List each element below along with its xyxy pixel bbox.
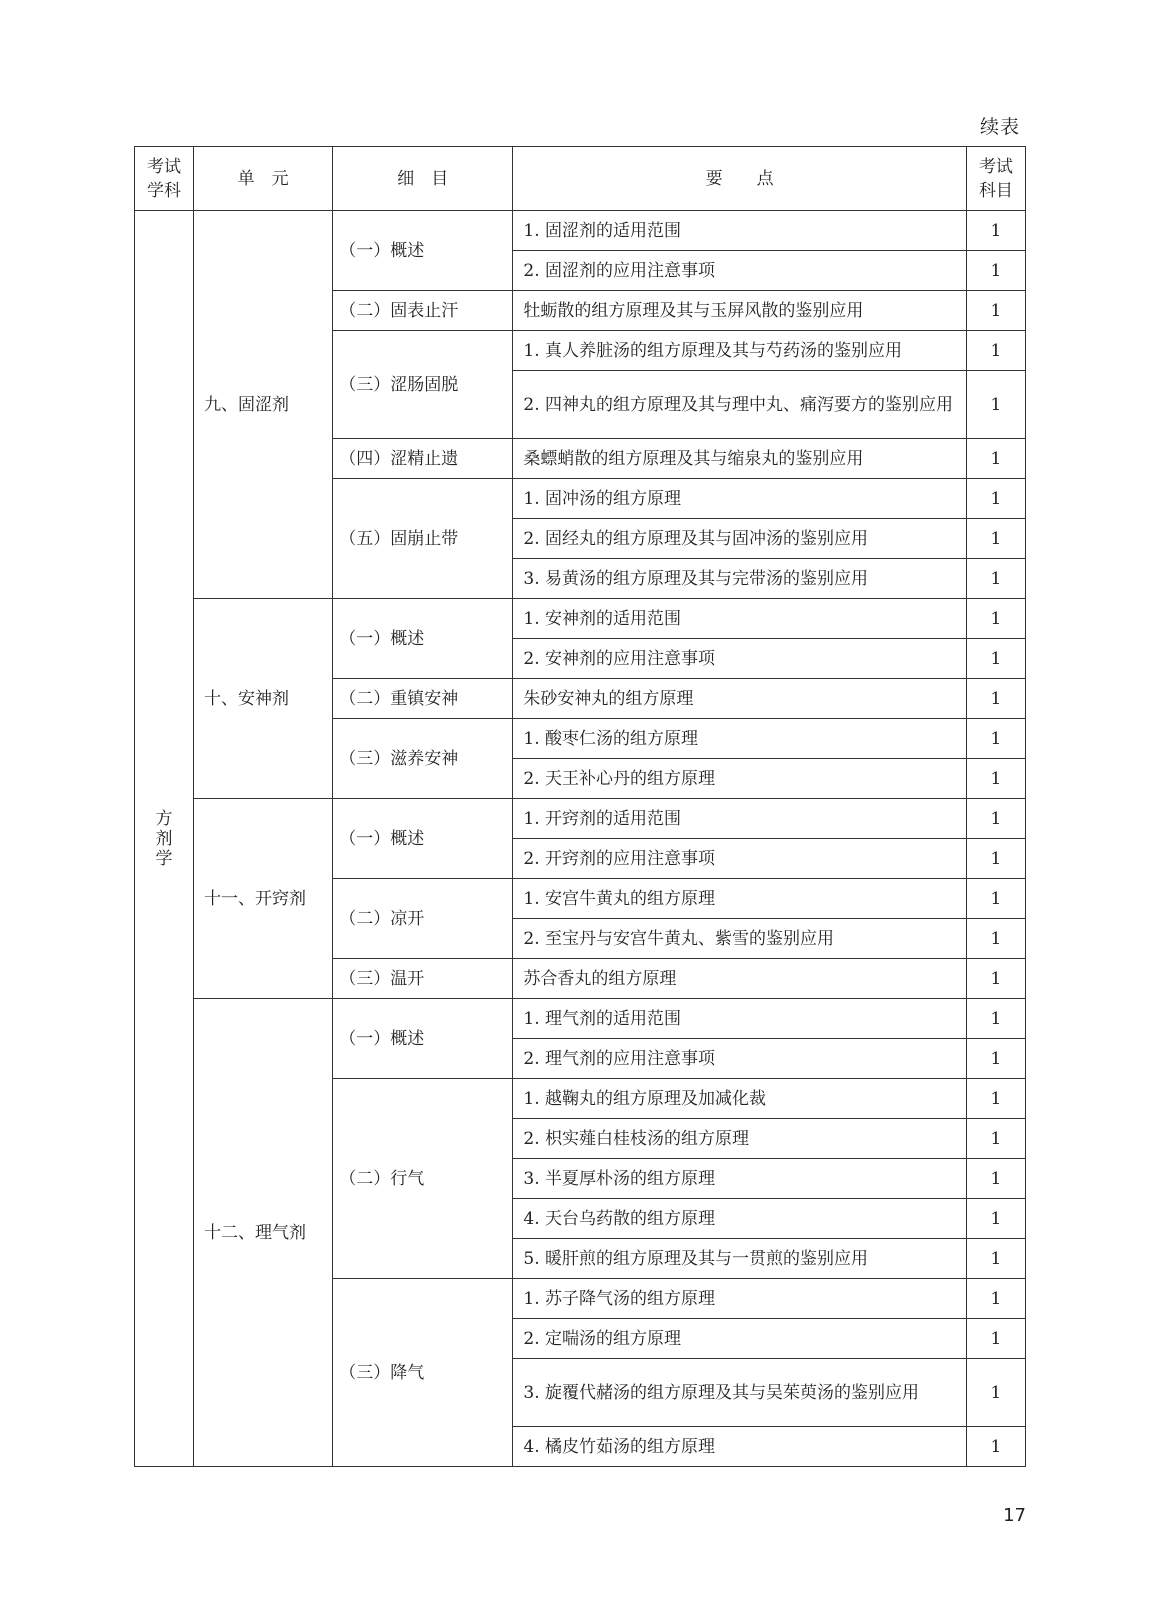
level-cell: 1 xyxy=(966,599,1025,639)
item-cell: （一）概述 xyxy=(333,599,513,679)
level-cell: 1 xyxy=(966,919,1025,959)
continued-label: 续表 xyxy=(979,116,1020,138)
level-cell: 1 xyxy=(966,291,1025,331)
level-cell: 1 xyxy=(966,439,1025,479)
point-cell: 朱砂安神丸的组方原理 xyxy=(513,679,967,719)
item-cell: （一）概述 xyxy=(333,211,513,291)
level-cell: 1 xyxy=(966,559,1025,599)
table-body xyxy=(135,211,1026,1467)
item-cell: （三）涩肠固脱 xyxy=(333,331,513,439)
item-cell: （一）概述 xyxy=(333,799,513,879)
table-row xyxy=(135,599,1026,639)
item-cell: （三）温开 xyxy=(333,959,513,999)
point-cell: 2. 定喘汤的组方原理 xyxy=(513,1319,967,1359)
point-cell: 1. 安宫牛黄丸的组方原理 xyxy=(513,879,967,919)
level-cell: 1 xyxy=(966,999,1025,1039)
level-cell: 1 xyxy=(966,799,1025,839)
unit-cell: 十一、开窍剂 xyxy=(194,799,333,999)
point-cell: 2. 开窍剂的应用注意事项 xyxy=(513,839,967,879)
level-cell: 1 xyxy=(966,1079,1025,1119)
point-cell: 2. 天王补心丹的组方原理 xyxy=(513,759,967,799)
level-cell: 1 xyxy=(966,679,1025,719)
level-cell: 1 xyxy=(966,1119,1025,1159)
item-cell: （二）固表止汗 xyxy=(333,291,513,331)
point-cell: 1. 安神剂的适用范围 xyxy=(513,599,967,639)
level-cell: 1 xyxy=(966,331,1025,371)
point-cell: 1. 开窍剂的适用范围 xyxy=(513,799,967,839)
level-cell: 1 xyxy=(966,1159,1025,1199)
level-cell: 1 xyxy=(966,251,1025,291)
level-cell: 1 xyxy=(966,211,1025,251)
header-item: 细 目 xyxy=(333,147,513,211)
item-cell: （四）涩精止遗 xyxy=(333,439,513,479)
level-cell: 1 xyxy=(966,1199,1025,1239)
table-row xyxy=(135,211,1026,251)
point-cell: 1. 固涩剂的适用范围 xyxy=(513,211,967,251)
point-cell: 苏合香丸的组方原理 xyxy=(513,959,967,999)
level-cell: 1 xyxy=(966,1359,1025,1427)
table-row xyxy=(135,999,1026,1039)
point-cell: 3. 易黄汤的组方原理及其与完带汤的鉴别应用 xyxy=(513,559,967,599)
point-cell: 2. 固涩剂的应用注意事项 xyxy=(513,251,967,291)
unit-cell: 九、固涩剂 xyxy=(194,211,333,599)
level-cell: 1 xyxy=(966,1427,1025,1467)
header-subject: 考试学科 xyxy=(135,147,194,211)
item-cell: （二）凉开 xyxy=(333,879,513,959)
point-cell: 3. 旋覆代赭汤的组方原理及其与吴茱萸汤的鉴别应用 xyxy=(513,1359,967,1427)
level-cell: 1 xyxy=(966,879,1025,919)
point-cell: 桑螵蛸散的组方原理及其与缩泉丸的鉴别应用 xyxy=(513,439,967,479)
level-cell: 1 xyxy=(966,479,1025,519)
item-cell: （三）降气 xyxy=(333,1279,513,1467)
unit-cell: 十、安神剂 xyxy=(194,599,333,799)
point-cell: 牡蛎散的组方原理及其与玉屏风散的鉴别应用 xyxy=(513,291,967,331)
level-cell: 1 xyxy=(966,1319,1025,1359)
table-row xyxy=(135,799,1026,839)
level-cell: 1 xyxy=(966,959,1025,999)
header-level: 考试科目 xyxy=(966,147,1025,211)
header-unit: 单 元 xyxy=(194,147,333,211)
level-cell: 1 xyxy=(966,519,1025,559)
level-cell: 1 xyxy=(966,1239,1025,1279)
point-cell: 1. 理气剂的适用范围 xyxy=(513,999,967,1039)
point-cell: 2. 固经丸的组方原理及其与固冲汤的鉴别应用 xyxy=(513,519,967,559)
item-cell: （二）行气 xyxy=(333,1079,513,1279)
point-cell: 2. 四神丸的组方原理及其与理中丸、痛泻要方的鉴别应用 xyxy=(513,371,967,439)
point-cell: 2. 安神剂的应用注意事项 xyxy=(513,639,967,679)
point-cell: 4. 天台乌药散的组方原理 xyxy=(513,1199,967,1239)
level-cell: 1 xyxy=(966,839,1025,879)
point-cell: 1. 越鞠丸的组方原理及加减化裁 xyxy=(513,1079,967,1119)
level-cell: 1 xyxy=(966,1279,1025,1319)
level-cell: 1 xyxy=(966,639,1025,679)
point-cell: 5. 暖肝煎的组方原理及其与一贯煎的鉴别应用 xyxy=(513,1239,967,1279)
item-cell: （五）固崩止带 xyxy=(333,479,513,599)
subject-cell: 方剂学 xyxy=(135,211,194,1467)
point-cell: 1. 酸枣仁汤的组方原理 xyxy=(513,719,967,759)
level-cell: 1 xyxy=(966,759,1025,799)
syllabus-table xyxy=(134,146,1026,1467)
point-cell: 1. 固冲汤的组方原理 xyxy=(513,479,967,519)
point-cell: 3. 半夏厚朴汤的组方原理 xyxy=(513,1159,967,1199)
item-cell: （一）概述 xyxy=(333,999,513,1079)
point-cell: 4. 橘皮竹茹汤的组方原理 xyxy=(513,1427,967,1467)
point-cell: 1. 真人养脏汤的组方原理及其与芍药汤的鉴别应用 xyxy=(513,331,967,371)
table-header-row xyxy=(135,147,1026,211)
item-cell: （二）重镇安神 xyxy=(333,679,513,719)
item-cell: （三）滋养安神 xyxy=(333,719,513,799)
unit-cell: 十二、理气剂 xyxy=(194,999,333,1467)
level-cell: 1 xyxy=(966,371,1025,439)
header-point: 要 点 xyxy=(513,147,967,211)
point-cell: 2. 至宝丹与安宫牛黄丸、紫雪的鉴别应用 xyxy=(513,919,967,959)
point-cell: 2. 枳实薤白桂枝汤的组方原理 xyxy=(513,1119,967,1159)
point-cell: 1. 苏子降气汤的组方原理 xyxy=(513,1279,967,1319)
page-number: 17 xyxy=(1003,1505,1026,1526)
level-cell: 1 xyxy=(966,1039,1025,1079)
point-cell: 2. 理气剂的应用注意事项 xyxy=(513,1039,967,1079)
level-cell: 1 xyxy=(966,719,1025,759)
